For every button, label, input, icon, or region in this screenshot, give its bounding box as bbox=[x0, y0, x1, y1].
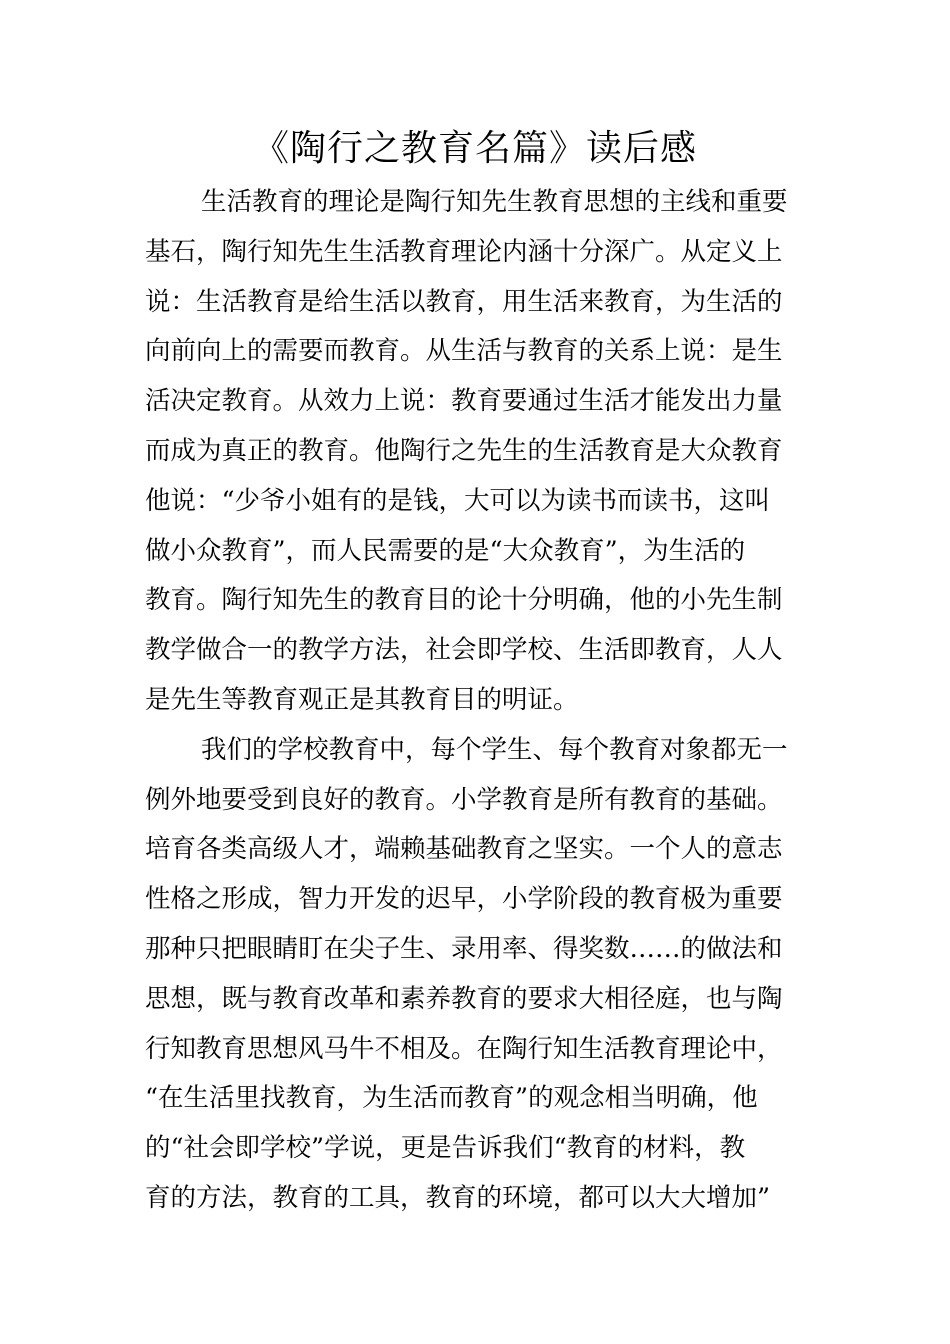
paragraph-1-line-4: 向前向上的需要而教育。从生活与教育的关系上说：是生 bbox=[145, 336, 783, 367]
paragraph-1-line-7: 他说：“少爷小姐有的是钱，大可以为读书而读书，这叫 bbox=[145, 485, 771, 516]
paragraph-1-line-3: 说：生活教育是给生活以教育，用生活来教育，为生活的 bbox=[145, 286, 783, 317]
paragraph-2-line-2: 例外地要受到良好的教育。小学教育是所有教育的基础。 bbox=[145, 784, 783, 815]
paragraph-2-line-8: “在生活里找教育，为生活而教育”的观念相当明确，他 bbox=[145, 1083, 758, 1114]
document-body bbox=[145, 178, 815, 1224]
paragraph-1-line-10: 教学做合一的教学方法，社会即学校、生活即教育，人人 bbox=[145, 635, 783, 666]
paragraph-2-line-7: 行知教育思想风马牛不相及。在陶行知生活教育理论中， bbox=[145, 1033, 783, 1064]
paragraph-2-line-1: 我们的学校教育中，每个学生、每个教育对象都无一 bbox=[201, 734, 788, 765]
paragraph-1-line-11: 是先生等教育观正是其教育目的明证。 bbox=[145, 684, 579, 715]
paragraph-2-line-9: 的“社会即学校”学说，更是告诉我们“教育的材料，教 bbox=[145, 1133, 746, 1164]
document-title: 《陶行之教育名篇》读后感 bbox=[252, 128, 697, 169]
paragraph-1-line-1: 生活教育的理论是陶行知先生教育思想的主线和重要 bbox=[201, 187, 788, 217]
paragraph-1-line-9: 教育。陶行知先生的教育目的论十分明确，他的小先生制 bbox=[145, 585, 783, 616]
paragraph-2-line-3: 培育各类高级人才，端赖基础教育之坚实。一个人的意志 bbox=[145, 834, 783, 865]
paragraph-2-line-4: 性格之形成，智力开发的迟早，小学阶段的教育极为重要 bbox=[145, 884, 783, 915]
paragraph-2-line-6: 思想，既与教育改革和素养教育的要求大相径庭，也与陶 bbox=[145, 983, 783, 1014]
paragraph-1-line-8: 做小众教育”，而人民需要的是“大众教育”，为生活的 bbox=[145, 535, 746, 566]
paragraph-1-line-5: 活决定教育。从效力上说：教育要通过生活才能发出力量 bbox=[145, 386, 783, 417]
paragraph-1-line-2: 基石，陶行知先生生活教育理论内涵十分深广。从定义上 bbox=[145, 236, 783, 267]
paragraph-2-line-10: 育的方法，教育的工具，教育的环境，都可以大大增加” bbox=[145, 1182, 771, 1213]
paragraph-2-line-5: 那种只把眼睛盯在尖子生、录用率、得奖数……的做法和 bbox=[145, 933, 783, 964]
paragraph-1-line-6: 而成为真正的教育。他陶行之先生的生活教育是大众教育 bbox=[145, 435, 783, 466]
